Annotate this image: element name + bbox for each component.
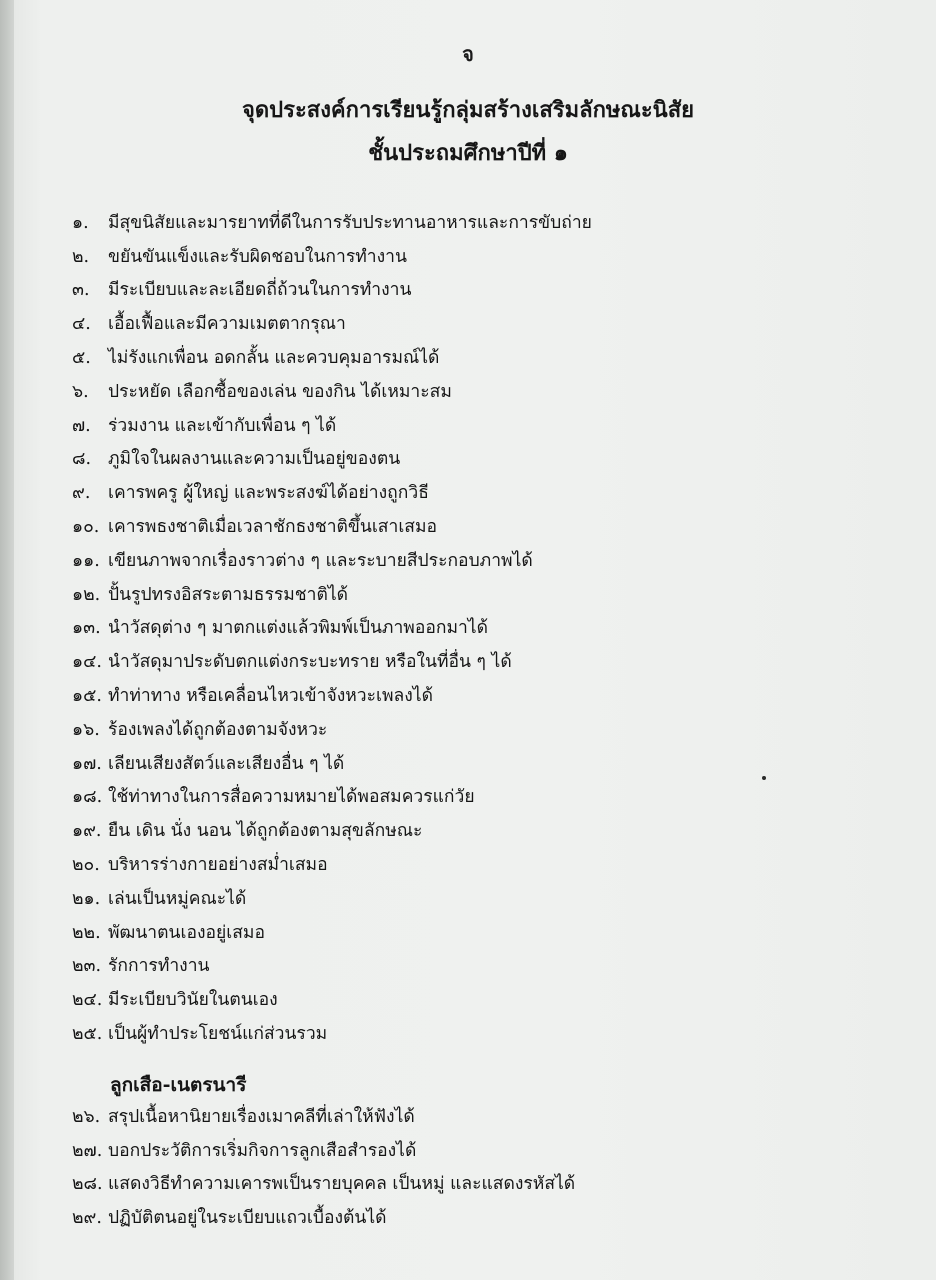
item-number: ๒๐. — [72, 855, 100, 876]
item-number: ๒๒. — [72, 922, 101, 943]
item-text: นำวัสดุต่าง ๆ มาตกแต่งแล้วพิมพ์เป็นภาพออกมาได้ — [108, 618, 488, 639]
item-text: บอกประวัติการเริ่มกิจการลูกเสือสำรองได้ — [108, 1140, 417, 1161]
list-item — [72, 1099, 892, 1133]
list-item — [72, 644, 892, 678]
item-text: เขียนภาพจากเรื่องราวต่าง ๆ และระบายสีประกอบภาพได้ — [108, 550, 533, 571]
item-text: แสดงวิธีทำความเคารพเป็นรายบุคคล เป็นหมู่ และแสดงรหัสได้ — [108, 1174, 576, 1195]
item-number: ๒๕. — [72, 1024, 103, 1045]
list-item — [72, 239, 892, 273]
item-number: ๑๕. — [72, 686, 102, 707]
page-subtitle: ชั้นประถมศึกษาปีที่ ๑ — [368, 140, 568, 166]
list-item — [72, 1016, 892, 1050]
list-item — [72, 881, 892, 915]
item-number: ๑๖. — [72, 719, 100, 740]
item-number: ๒๖. — [72, 1106, 101, 1127]
item-text: พัฒนาตนเองอยู่เสมอ — [108, 922, 265, 943]
item-number: ๘. — [72, 449, 92, 470]
page-edge — [0, 0, 14, 1280]
list-item — [72, 273, 892, 307]
item-number: ๒๗. — [72, 1140, 103, 1161]
item-number: ๒๑. — [72, 888, 101, 909]
item-number: ๒๘. — [72, 1174, 103, 1195]
item-text: ร่วมงาน และเข้ากับเพื่อน ๆ ได้ — [108, 415, 337, 436]
item-number: ๒๙. — [72, 1208, 102, 1229]
item-number: ๕. — [72, 348, 91, 369]
section-heading-scouts: ลูกเสือ-เนตรนารี — [110, 1074, 247, 1096]
paper-speck — [762, 776, 766, 780]
list-item — [72, 340, 892, 374]
item-text: เอื้อเฟื้อและมีความเมตตากรุณา — [108, 314, 346, 335]
item-text: มีระเบียบและละเอียดถี่ถ้วนในการทำงาน — [108, 280, 412, 301]
page-title: จุดประสงค์การเรียนรู้กลุ่มสร้างเสริมลักษณะนิสัย — [241, 97, 695, 123]
item-number: ๑๗. — [72, 753, 102, 774]
item-text: ขยันขันแข็งและรับผิดชอบในการทำงาน — [108, 246, 407, 267]
item-number: ๒๔. — [72, 990, 103, 1011]
list-item — [72, 577, 892, 611]
item-text: ร้องเพลงได้ถูกต้องตามจังหวะ — [108, 719, 328, 740]
item-text: ยืน เดิน นั่ง นอน ได้ถูกต้องตามสุขลักษณะ — [108, 821, 423, 842]
list-item — [72, 374, 892, 408]
item-text: มีระเบียบวินัยในตนเอง — [108, 990, 278, 1011]
item-text: ปฏิบัติตนอยู่ในระเบียบแถวเบื้องต้นได้ — [108, 1208, 387, 1229]
list-item — [72, 509, 892, 543]
list-item — [72, 712, 892, 746]
item-number: ๑๓. — [72, 618, 101, 639]
scouts-objectives-list — [72, 1099, 892, 1234]
item-number: ๑๐. — [72, 517, 100, 538]
list-item — [72, 746, 892, 780]
item-number: ๗. — [72, 415, 91, 436]
list-item — [72, 1133, 892, 1167]
item-text: ปั้นรูปทรงอิสระตามธรรมชาติได้ — [108, 584, 349, 605]
item-text: ไม่รังแกเพื่อน อดกลั้น และควบคุมอารมณ์ได้ — [108, 348, 440, 369]
item-number: ๓. — [72, 280, 90, 301]
list-item — [72, 1200, 892, 1234]
item-text: ประหยัด เลือกซื้อของเล่น ของกิน ได้เหมาะสม — [108, 381, 452, 402]
item-number: ๑๒. — [72, 584, 101, 605]
item-number: ๑๘. — [72, 787, 103, 808]
list-item — [72, 982, 892, 1016]
list-item — [72, 678, 892, 712]
list-item — [72, 949, 892, 983]
item-number: ๑๔. — [72, 652, 102, 673]
item-text: เลียนเสียงสัตว์และเสียงอื่น ๆ ได้ — [108, 753, 345, 774]
item-text: มีสุขนิสัยและมารยาทที่ดีในการรับประทานอาหารและการขับถ่าย — [108, 212, 592, 233]
list-item — [72, 442, 892, 476]
item-number: ๑๑. — [72, 550, 100, 571]
list-item — [72, 306, 892, 340]
list-item — [72, 780, 892, 814]
list-item — [72, 813, 892, 847]
item-text: ทำท่าทาง หรือเคลื่อนไหวเข้าจังหวะเพลงได้ — [108, 686, 433, 707]
item-text: รักการทำงาน — [108, 956, 210, 977]
item-text: เคารพธงชาติเมื่อเวลาชักธงชาติขึ้นเสาเสมอ — [108, 517, 438, 538]
item-text: เล่นเป็นหมู่คณะได้ — [108, 888, 247, 909]
item-text: ภูมิใจในผลงานและความเป็นอยู่ของตน — [108, 449, 401, 470]
list-item — [72, 408, 892, 442]
list-item — [72, 1167, 892, 1201]
objectives-list — [72, 205, 892, 1050]
item-text: บริหารร่างกายอย่างสม่ำเสมอ — [108, 855, 328, 876]
list-item — [72, 847, 892, 881]
item-number: ๔. — [72, 314, 91, 335]
item-number: ๒. — [72, 246, 90, 267]
list-item — [72, 543, 892, 577]
list-item — [72, 915, 892, 949]
item-number: ๒๓. — [72, 956, 102, 977]
list-item — [72, 611, 892, 645]
item-number: ๑. — [72, 212, 89, 233]
item-number: ๙. — [72, 483, 91, 504]
list-item — [72, 475, 892, 509]
list-item — [72, 205, 892, 239]
item-text: สรุปเนื้อหานิยายเรื่องเมาคลีที่เล่าให้ฟังได้ — [108, 1106, 415, 1127]
item-number: ๑๙. — [72, 821, 102, 842]
item-text: นำวัสดุมาประดับตกแต่งกระบะทราย หรือในที่อื่น ๆ ได้ — [108, 652, 512, 673]
item-number: ๖. — [72, 381, 89, 402]
item-text: ใช้ท่าทางในการสื่อความหมายได้พอสมควรแก่วัย — [108, 787, 475, 808]
item-text: เป็นผู้ทำประโยชน์แก่ส่วนรวม — [108, 1024, 328, 1045]
item-text: เคารพครู ผู้ใหญ่ และพระสงฆ์ได้อย่างถูกวิธี — [108, 483, 429, 504]
page-number: จ — [462, 42, 474, 66]
